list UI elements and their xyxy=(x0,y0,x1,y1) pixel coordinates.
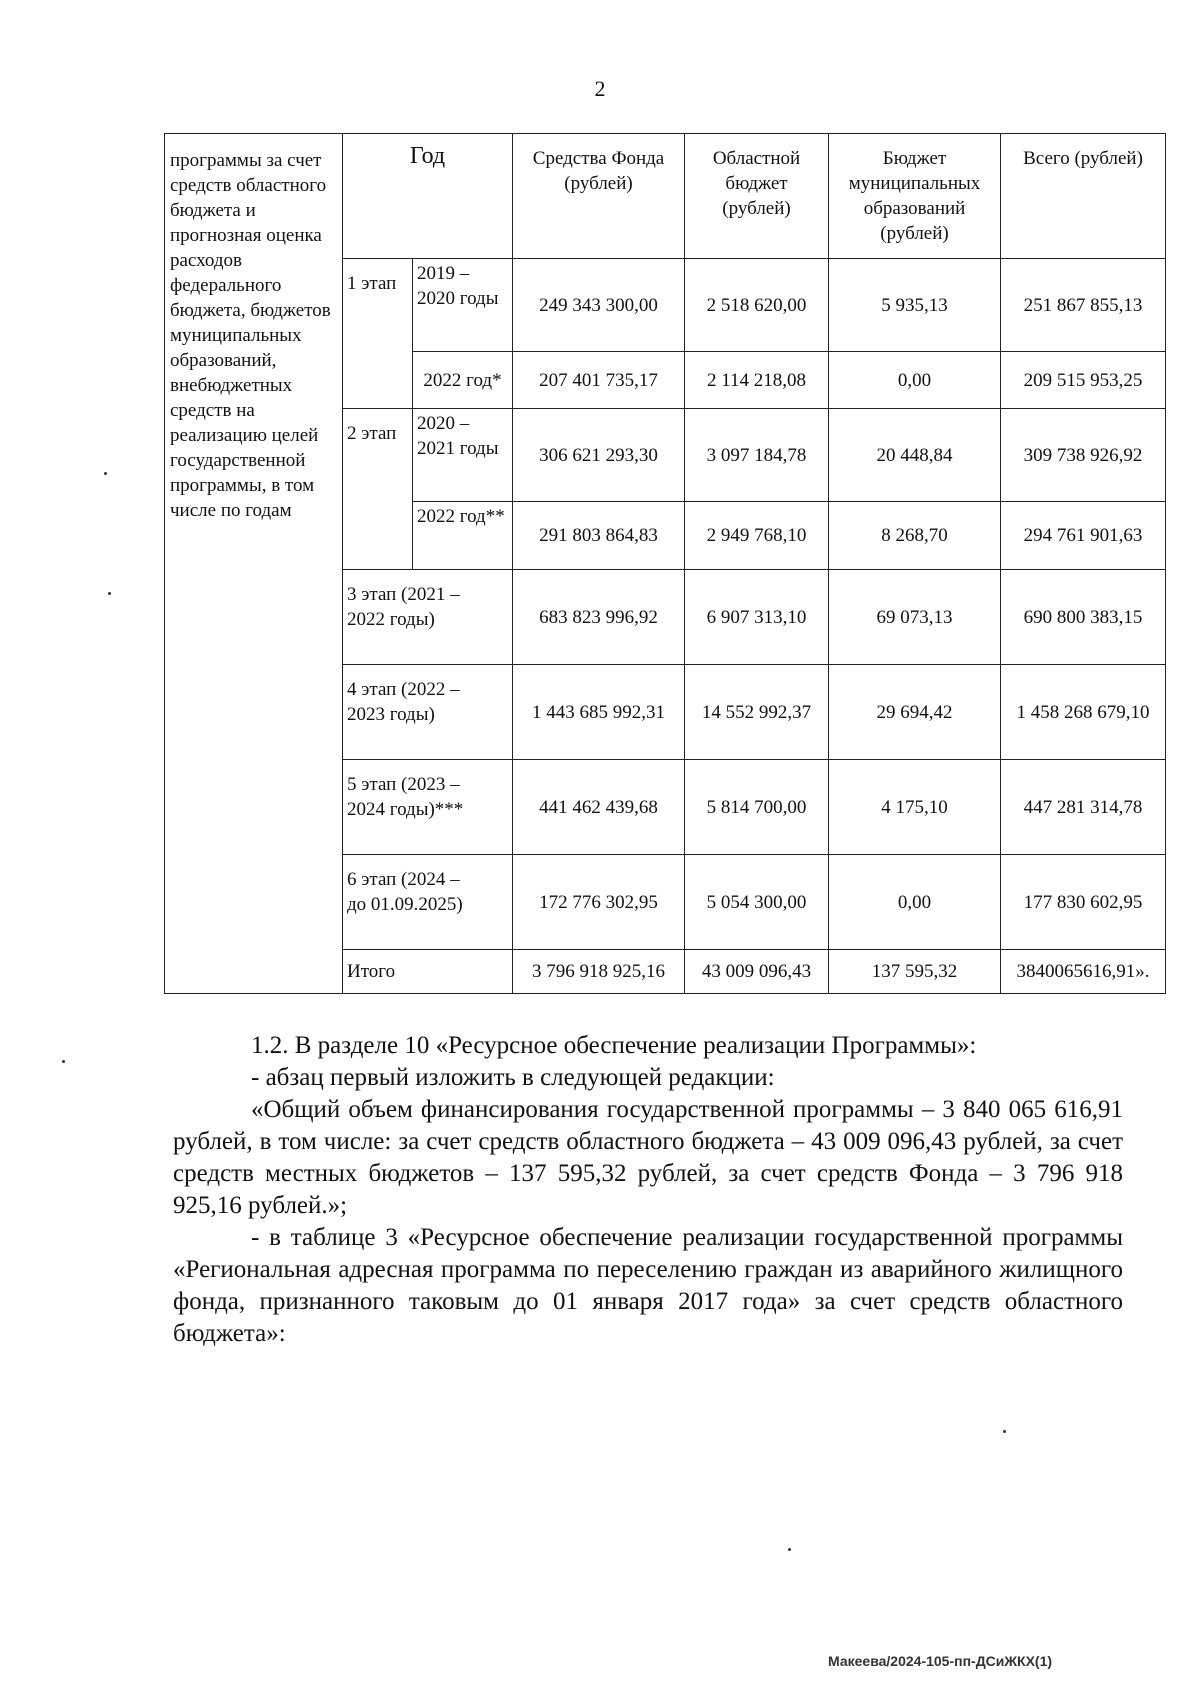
fund-cell: 1 443 685 992,31 xyxy=(513,665,685,760)
paragraph-instruction: - абзац первый изложить в следующей редакции: xyxy=(251,1064,775,1091)
period-cell: 2019 – 2020 годы xyxy=(413,259,513,352)
total-cell: 447 281 314,78 xyxy=(1001,760,1166,855)
municipal-cell: 0,00 xyxy=(829,352,1001,409)
municipal-cell: 20 448,84 xyxy=(829,409,1001,502)
regional-cell: 5 054 300,00 xyxy=(685,855,829,950)
total-cell: 294 761 901,63 xyxy=(1001,502,1166,570)
total-cell: 690 800 383,15 xyxy=(1001,570,1166,665)
regional-cell: 2 114 218,08 xyxy=(685,352,829,409)
table-header-row xyxy=(165,134,1166,259)
fund-cell: 3 796 918 925,16 xyxy=(513,950,685,994)
fund-cell: 291 803 864,83 xyxy=(513,502,685,570)
total-cell: 1 458 268 679,10 xyxy=(1001,665,1166,760)
paragraph-table-reference: - в таблице 3 «Ресурсное обеспечение реализации государственной программы «Региональная адресная программа по переселению граждан из аварийного жилищного фонда, признанного таковым до 01 января 2017 года» за счет средств областного бюджета»: xyxy=(173,1224,1123,1347)
regional-cell: 14 552 992,37 xyxy=(685,665,829,760)
total-cell: 309 738 926,92 xyxy=(1001,409,1166,502)
paragraph-section-heading: 1.2. В разделе 10 «Ресурсное обеспечение реализации Программы»: xyxy=(251,1032,977,1059)
header-total: Всего (рублей) xyxy=(1001,134,1166,259)
header-municipal: Бюджет муниципальных образований (рублей) xyxy=(829,134,1001,259)
scan-speck xyxy=(108,592,111,595)
budget-table xyxy=(164,133,1166,994)
scan-speck xyxy=(62,1060,65,1063)
municipal-cell: 69 073,13 xyxy=(829,570,1001,665)
fund-cell: 207 401 735,17 xyxy=(513,352,685,409)
scan-speck xyxy=(788,1548,791,1551)
municipal-cell: 0,00 xyxy=(829,855,1001,950)
paragraph-financing: «Общий объем финансирования государственной программы – 3 840 065 616,91 рублей, в том числе: за счет средств областного бюджета – 43 009 096,43 рублей, за счет средств местных бюджетов – 137 595,32 рублей, за счет средств Фонда – 3 796 918 925,16 рублей.»; xyxy=(173,1096,1123,1219)
municipal-cell: 8 268,70 xyxy=(829,502,1001,570)
total-cell: 251 867 855,13 xyxy=(1001,259,1166,352)
scan-speck xyxy=(104,472,107,475)
fund-cell: 306 621 293,30 xyxy=(513,409,685,502)
municipal-cell: 137 595,32 xyxy=(829,950,1001,994)
table-first-column: программы за счет средств областного бюджета и прогнозная оценка расходов федерального бюджета, бюджетов муниципальных образований, внебюджетных средств на реализацию целей государственной программы, в том числе по годам xyxy=(165,134,343,994)
period-cell: 2022 год** xyxy=(413,502,513,570)
regional-cell: 2 518 620,00 xyxy=(685,259,829,352)
page-number: 2 xyxy=(594,76,606,101)
total-label-cell: Итого xyxy=(343,950,513,994)
total-cell: 177 830 602,95 xyxy=(1001,855,1166,950)
period-cell: 2020 – 2021 годы xyxy=(413,409,513,502)
stage-cell: 3 этап (2021 – 2022 годы) xyxy=(343,570,513,665)
fund-cell: 249 343 300,00 xyxy=(513,259,685,352)
regional-cell: 6 907 313,10 xyxy=(685,570,829,665)
stage-cell: 2 этап xyxy=(343,409,413,570)
municipal-cell: 4 175,10 xyxy=(829,760,1001,855)
stage-cell: 6 этап (2024 – до 01.09.2025) xyxy=(343,855,513,950)
body-text xyxy=(173,1030,1123,1350)
regional-cell: 2 949 768,10 xyxy=(685,502,829,570)
total-cell: 3840065616,91». xyxy=(1001,950,1166,994)
municipal-cell: 5 935,13 xyxy=(829,259,1001,352)
header-year: Год xyxy=(343,134,513,259)
regional-cell: 5 814 700,00 xyxy=(685,760,829,855)
regional-cell: 3 097 184,78 xyxy=(685,409,829,502)
regional-cell: 43 009 096,43 xyxy=(685,950,829,994)
stage-cell: 4 этап (2022 – 2023 годы) xyxy=(343,665,513,760)
footer-document-code: Макеева/2024-105-пп-ДСиЖКХ(1) xyxy=(828,1653,1053,1669)
period-cell: 2022 год* xyxy=(413,352,513,409)
header-regional: Областной бюджет (рублей) xyxy=(685,134,829,259)
total-cell: 209 515 953,25 xyxy=(1001,352,1166,409)
fund-cell: 683 823 996,92 xyxy=(513,570,685,665)
header-fund: Средства Фонда (рублей) xyxy=(513,134,685,259)
municipal-cell: 29 694,42 xyxy=(829,665,1001,760)
scan-speck xyxy=(1003,1430,1006,1433)
fund-cell: 172 776 302,95 xyxy=(513,855,685,950)
stage-cell: 1 этап xyxy=(343,259,413,409)
fund-cell: 441 462 439,68 xyxy=(513,760,685,855)
stage-cell: 5 этап (2023 – 2024 годы)*** xyxy=(343,760,513,855)
